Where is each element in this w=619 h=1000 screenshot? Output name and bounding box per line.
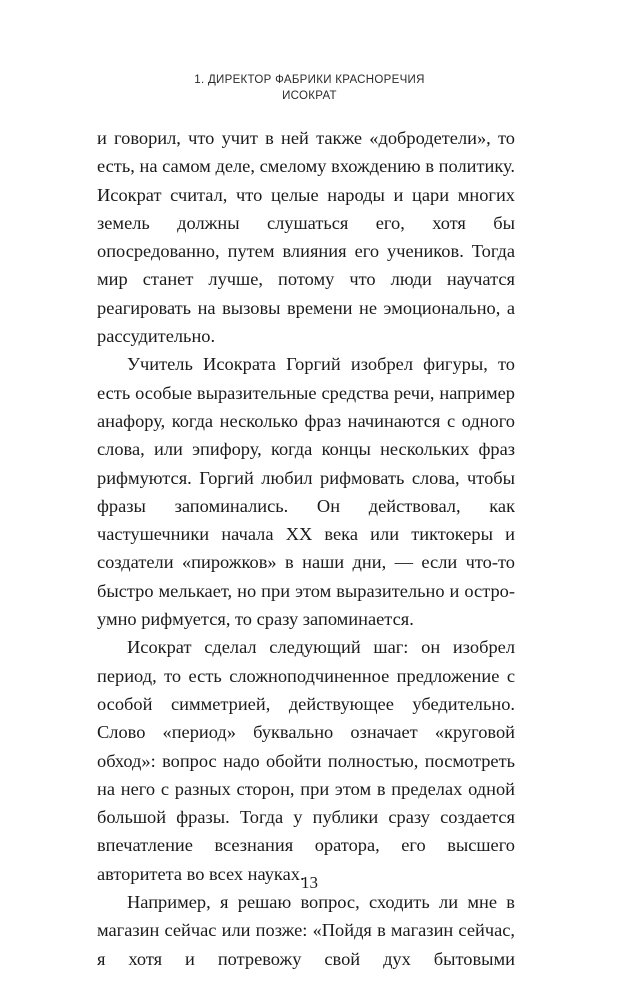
paragraph-4: Например, я решаю вопрос, сходить ли мне в магазин сейчас или позже: «Пойдя в магазин сейчас, я хотя и потревожу свой дух бытовыми <box>97 892 515 969</box>
running-head <box>0 72 619 104</box>
body-text <box>97 124 515 973</box>
paragraph-3: Исократ сделал следующий шаг: он изобрел период, то есть сложноподчиненное предложение с особой симметрией, действующее убедительно. Слово «период» буквально означает «круговой обход»: вопрос надо обойти полностью, посмотреть на него с разных сторон, при этом в пределах одной большой фразы. Тогда у публики сразу создается впечатление всезнания оратора, его высшего авторитета во всех науках. <box>97 637 515 884</box>
running-head-chapter: 1. ДИРЕКТОР ФАБРИКИ КРАСНОРЕЧИЯ <box>194 74 425 86</box>
running-head-subject: ИСОКРАТ <box>282 90 337 102</box>
paragraph-1: и говорил, что учит в ней также «добродетели», то есть, на самом деле, смелому вхождению в политику. Исократ считал, что целые народы и цари многих земель должны слушаться его, хотя бы опосредованно, путем влияния его учеников. Тогда мир станет лучше, потому что люди научатся реагировать на вызовы времени не эмоционально, а рассудительно. <box>97 128 515 347</box>
page-number: 13 <box>301 873 318 892</box>
paragraph-2: Учитель Исократа Горгий изобрел фигуры, то есть особые выразительные средства речи, например анафору, когда несколько фраз начинаются с одного слова, или эпифору, когда концы нескольких фраз рифмуются. Горгий любил рифмовать слова, чтобы фразы запоминались. Он действовал, как частушечники начала XX века или тиктокеры и создатели «пирожков» в наши дни, — если что-то быстро мелькает, но при этом выразительно и остроумно рифмуется, то сразу запоминается. <box>97 354 515 630</box>
